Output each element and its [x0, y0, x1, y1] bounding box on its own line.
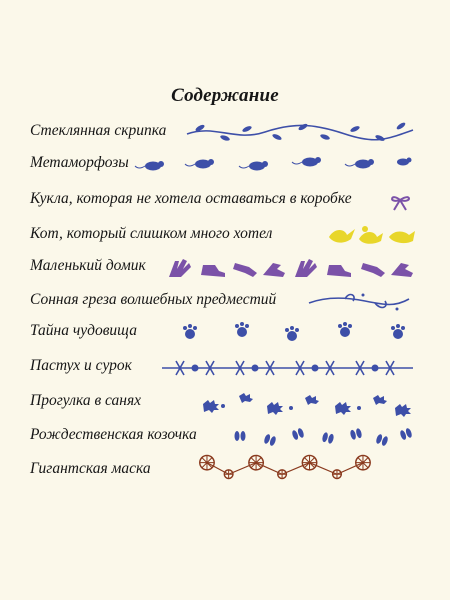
birds-icon [325, 223, 420, 249]
entry-title: Гигантская маска [30, 460, 151, 477]
entry-title: Рождественская козочка [30, 426, 197, 443]
vine-icon [185, 120, 415, 146]
toc-entry [30, 390, 420, 416]
paw-prints-icon [180, 320, 415, 346]
holly-icon [195, 390, 415, 416]
toc-entry [30, 355, 420, 381]
toc-entry [30, 424, 420, 450]
toc-entry [30, 152, 420, 178]
gloves-shoes-icon [165, 255, 415, 281]
entry-title: Стеклянная скрипка [30, 122, 167, 139]
entry-title: Кукла, которая не хотела оставаться в коробке [30, 190, 352, 207]
wheels-icon [160, 454, 415, 480]
toc-entry [30, 458, 420, 484]
swirl-icon [305, 289, 415, 315]
toc-entry [30, 188, 420, 214]
entry-title: Кот, который слишком много хотел [30, 225, 273, 242]
toc-entry [30, 223, 420, 249]
toc-entry [30, 289, 420, 315]
page-title: Содержание [171, 85, 279, 106]
bow-icon [385, 188, 415, 214]
entry-title: Маленький домик [30, 257, 146, 274]
toc-entry [30, 320, 420, 346]
toc-entry [30, 120, 420, 146]
mice-icon [145, 152, 415, 178]
entry-title: Метаморфозы [30, 154, 129, 171]
entry-title: Пастух и сурок [30, 357, 132, 374]
toc-entry [30, 255, 420, 281]
entry-title: Сонная греза волшебных предместий [30, 291, 277, 308]
entry-title: Прогулка в санях [30, 392, 142, 409]
entry-title: Тайна чудовища [30, 322, 138, 339]
flower-garland-icon [160, 355, 415, 381]
hoof-prints-icon [230, 424, 415, 450]
